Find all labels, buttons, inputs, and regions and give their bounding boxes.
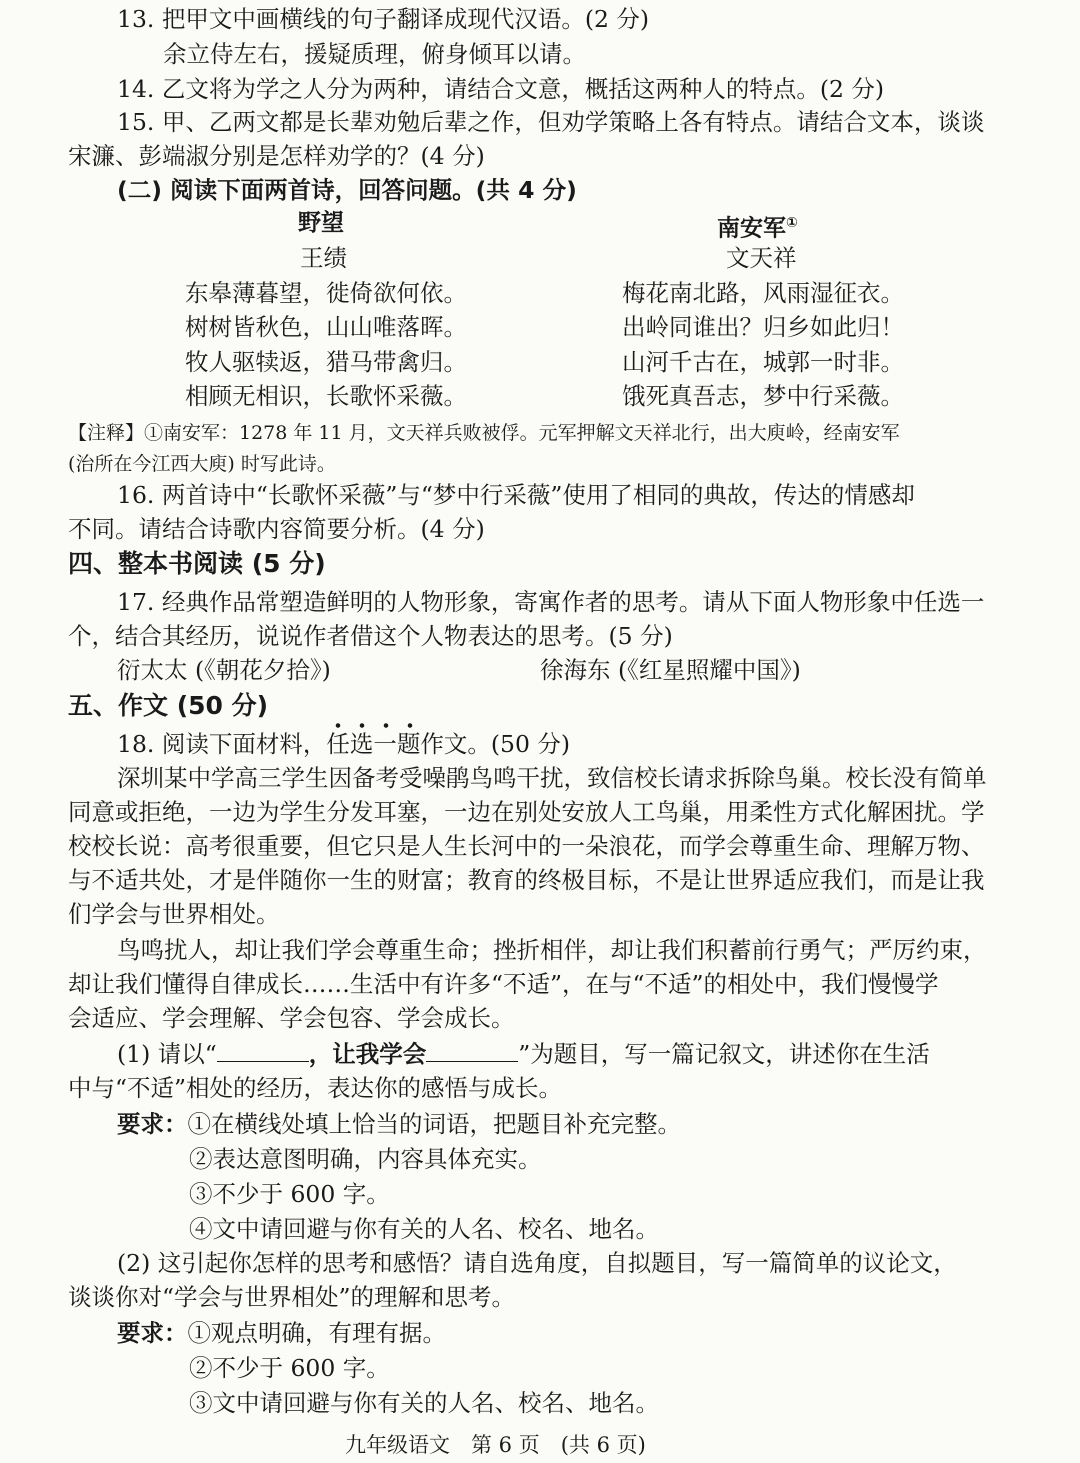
q17-line-1: 17. 经典作品常塑造鲜明的人物形象，寄寓作者的思考。请从下面人物形象中任选一	[117, 588, 985, 616]
option1-req-2: ②表达意图明确，内容具体充实。	[189, 1145, 542, 1173]
option2-req-label: 要求：	[117, 1319, 188, 1347]
q18-pre: 18. 阅读下面材料，	[117, 730, 327, 758]
q18-post: 作文。(50 分)	[420, 730, 571, 758]
option2-req-3: ③文中请回避与你有关的人名、校名、地名。	[189, 1389, 659, 1417]
q15-line-1: 15. 甲、乙两文都是长辈劝勉后辈之作，但劝学策略上各有特点。请结合文本，谈谈	[117, 108, 985, 136]
option1-req-label: 要求：	[117, 1110, 188, 1138]
q17-option-2: 徐海东 (《红星照耀中国》)	[540, 656, 801, 684]
q16-line-1: 16. 两首诗中“长歌怀采薇”与“梦中行采薇”使用了相同的典故，传达的情感却	[117, 481, 915, 509]
poem1-line-3: 牧人驱犊返，猎马带禽归。	[185, 348, 467, 376]
option2-line-1: (2) 这引起你怎样的思考和感悟？请自选角度，自拟题目，写一篇简单的议论文，	[117, 1249, 957, 1277]
poem1-line-1: 东皋薄暮望，徙倚欲何依。	[185, 279, 467, 307]
material-line-3: 校校长说：高考很重要，但它只是人生长河中的一朵浪花，而学会尊重生命、理解万物、	[68, 832, 985, 860]
section5-heading: 五、作文 (50 分)	[68, 691, 269, 720]
poem1-line-4: 相顾无相识，长歌怀采薇。	[185, 382, 467, 410]
option1-req-4: ④文中请回避与你有关的人名、校名、地名。	[189, 1215, 659, 1243]
material-line-6: 鸟鸣扰人，却让我们学会尊重生命；挫折相伴，却让我们积蓄前行勇气；严厉约束，	[117, 936, 987, 964]
option1-pre: (1) 请以“	[117, 1040, 217, 1068]
option2-req-2: ②不少于 600 字。	[189, 1354, 390, 1382]
annotation-line-1: 【注释】①南安军：1278 年 11 月，文天祥兵败被俘。元军押解文天祥北行，出大庾岭，经南安军	[68, 422, 900, 444]
poem2-author: 文天祥	[726, 244, 797, 272]
q18-emphasized: 任选一题	[326, 727, 420, 761]
poem2-line-1: 梅花南北路，风雨湿征衣。	[622, 279, 904, 307]
q13-stem: 13. 把甲文中画横线的句子翻译成现代汉语。(2 分)	[117, 5, 650, 33]
section4-heading: 四、整本书阅读 (5 分)	[68, 549, 326, 578]
option1-line-2: 中与“不适”相处的经历，表达你的感悟与成长。	[68, 1074, 563, 1102]
poem2-title	[717, 206, 798, 246]
poem2-footnote-mark: ①	[786, 215, 798, 231]
option2-req-1: ①观点明确，有理有据。	[187, 1319, 446, 1347]
q16-line-2: 不同。请结合诗歌内容简要分析。(4 分)	[68, 515, 485, 543]
option1-line-1	[117, 1037, 930, 1071]
q17-line-2: 个，结合其经历，说说作者借这个人物表达的思考。(5 分)	[68, 622, 673, 650]
q17-option-1: 衍太太 (《朝花夕拾》)	[117, 656, 331, 684]
poem1-title: 野望	[298, 210, 344, 236]
option2-requirements	[117, 1316, 446, 1350]
material-line-8: 会适应、学会理解、学会包容、学会成长。	[68, 1004, 515, 1032]
option2-line-2: 谈谈你对“学会与世界相处”的理解和思考。	[68, 1283, 516, 1311]
material-line-4: 与不适共处，才是伴随你一生的财富；教育的终极目标，不是让世界适应我们，而是让我	[68, 866, 985, 894]
poem1-line-2: 树树皆秋色，山山唯落晖。	[185, 313, 467, 341]
annotation-line-2: (治所在今江西大庾) 时写此诗。	[68, 453, 336, 475]
material-line-5: 们学会与世界相处。	[68, 900, 280, 928]
option1-mid: ，让我学会	[308, 1040, 427, 1068]
title-blank-1	[217, 1037, 309, 1062]
title-blank-2	[426, 1037, 518, 1062]
page-footer: 九年级语文 第 6 页 (共 6 页)	[345, 1433, 646, 1457]
option1-req-1: ①在横线处填上恰当的词语，把题目补充完整。	[187, 1110, 681, 1138]
part2-heading: (二) 阅读下面两首诗，回答问题。(共 4 分)	[117, 176, 577, 204]
option1-requirements	[117, 1107, 681, 1141]
q15-line-2: 宋濂、彭端淑分别是怎样劝学的？(4 分)	[68, 142, 485, 170]
q13-sentence: 余立侍左右，援疑质理，俯身倾耳以请。	[163, 40, 586, 68]
option1-req-3: ③不少于 600 字。	[189, 1180, 390, 1208]
poem2-line-4: 饿死真吾志，梦中行采薇。	[622, 382, 904, 410]
material-line-1: 深圳某中学高三学生因备考受噪鹃鸟鸣干扰，致信校长请求拆除鸟巢。校长没有简单	[117, 764, 987, 792]
q14: 14. 乙文将为学之人分为两种，请结合文意，概括这两种人的特点。(2 分)	[117, 75, 885, 103]
poem2-line-3: 山河千古在，城郭一时非。	[622, 348, 904, 376]
poem2-title-text: 南安军	[717, 215, 786, 242]
q18-instruction	[117, 727, 570, 761]
option1-post: ”为题目，写一篇记叙文，讲述你在生活	[518, 1040, 930, 1068]
material-line-7: 却让我们懂得自律成长……生活中有许多“不适”，在与“不适”的相处中，我们慢慢学	[68, 970, 939, 998]
poem1-author: 王绩	[300, 244, 347, 272]
poem2-line-2: 出岭同谁出？归乡如此归！	[622, 313, 904, 341]
material-line-2: 同意或拒绝，一边为学生分发耳塞，一边在别处安放人工鸟巢，用柔性方式化解困扰。学	[68, 798, 985, 826]
